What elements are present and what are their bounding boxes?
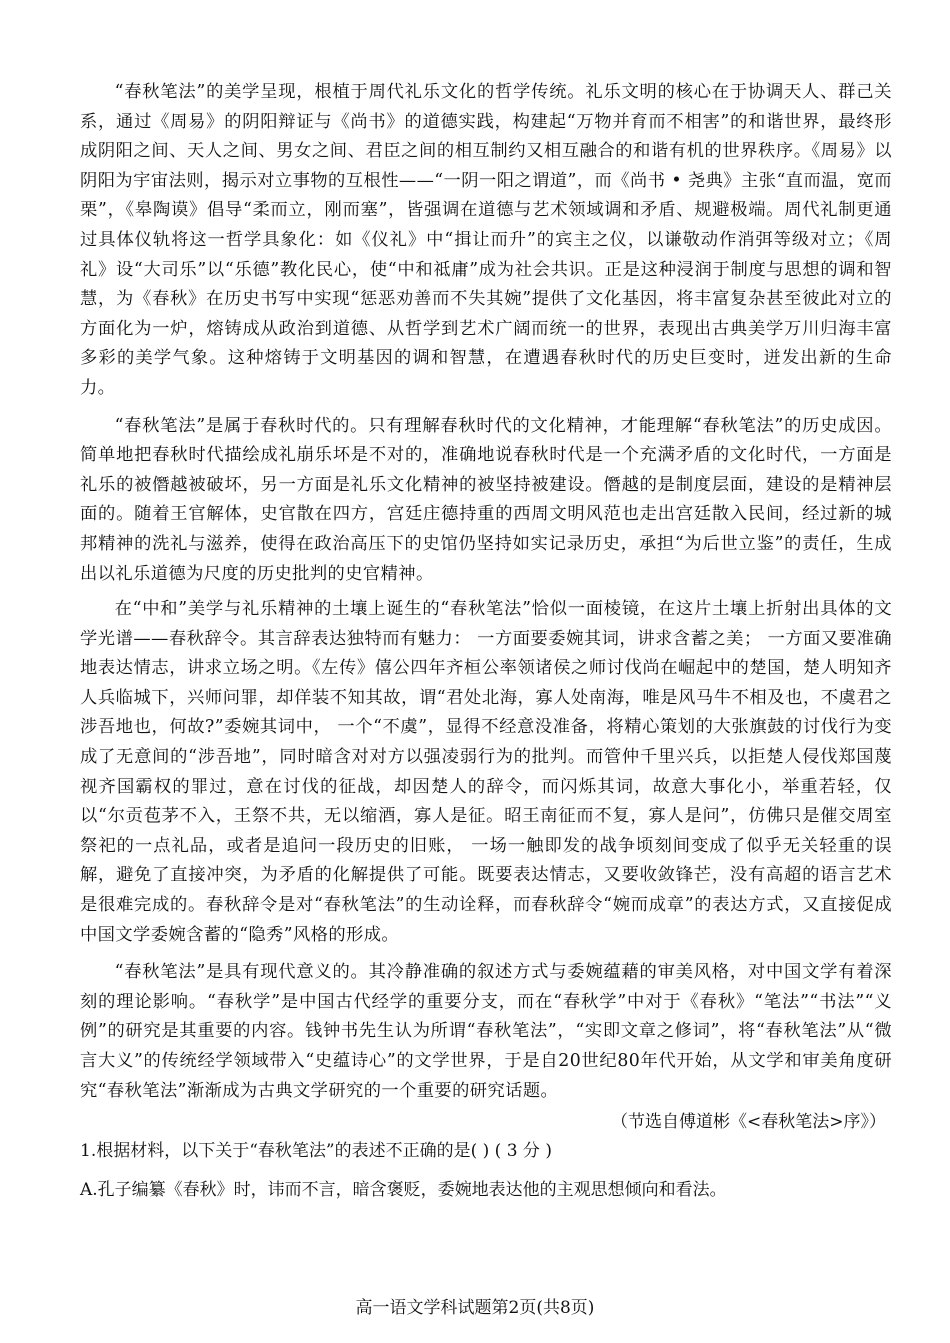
paragraph-3: 在“中和”美学与礼乐精神的土壤上诞生的“春秋笔法”恰似一面棱镜，在这片土壤上折射出具体的文学光谱——春秋辞令。其言辞表达独特而有魅力： 一方面要委婉其词，讲求含蓄之美； 一方面又要准确地表达情志，讲求立场之明。《左传》僖公四年齐桓公率领诸侯之师讨伐尚在崛起中的楚国，楚人明知齐人兵临城下，兴师问罪，却佯装不知其故，谓“君处北海，寡人处南海，唯是风马牛不相及也，不虞君之涉吾地也，何故?”委婉其词中， 一个“不虞”，显得不经意没准备，将精心策划的大张旗鼓的讨伐行为变成了无意间的“涉吾地”，同时暗含对对方以强凌弱行为的批判。而管仲千里兴兵，以拒楚人侵伐郑国蔑视齐国霸权的罪过，意在讨伐的征战，却因楚人的辞令，而闪烁其词，故意大事化小，举重若轻，仅以“尔贡苞茅不入，王祭不共，无以缩酒，寡人是征。昭王南征而不复，寡人是问”，仿佛只是催交周室祭祀的一点礼品，或者是追问一段历史的旧账， 一场一触即发的战争顷刻间变成了似乎无关轻重的误解，避免了直接冲突，为矛盾的化解提供了可能。既要表达情志，又要收敛锋芒，没有高超的语言艺术是很难完成的。春秋辞令是对“春秋笔法”的生动诠释，而春秋辞令“婉而成章”的表达方式，又直接促成中国文学委婉含蓄的“隐秀”风格的形成。 bbox=[80, 599, 892, 945]
page-footer: 高一语文学科试题第2页(共8页) bbox=[355, 1298, 595, 1318]
paragraph-2: “春秋笔法”是属于春秋时代的。只有理解春秋时代的文化精神，才能理解“春秋笔法”的历史成因。简单地把春秋时代描绘成礼崩乐坏是不对的，准确地说春秋时代是一个充满矛盾的文化时代，一方面是礼乐的被僭越被破坏，另一方面是礼乐文化精神的被坚持被建设。僭越的是制度层面，建设的是精神层面的。随着王官解体，史官散在四方，宫廷庄德持重的西周文明风范也走出宫廷散入民间，经过新的城邦精神的洗礼与滋养，使得在政治高压下的史馆仍坚持如实记录历史，承担“为后世立鉴”的责任，生成出以礼乐道德为尺度的历史批判的史官精神。 bbox=[80, 415, 892, 584]
paragraph-4: “春秋笔法”是具有现代意义的。其冷静准确的叙述方式与委婉蕴藉的审美风格，对中国文学有着深刻的理论影响。“春秋学”是中国古代经学的重要分支，而在“春秋学”中对于《春秋》“笔法”“书法”“义例”的研究是其重要的内容。钱钟书先生认为所谓“春秋笔法”，“实即文章之修词”，将“春秋笔法”从“微言大义”的传统经学领域带入“史蕴诗心”的文学世界，于是自20世纪80年代开始，从文学和审美角度研究“春秋笔法”渐渐成为古典文学研究的一个重要的研究话题。 bbox=[80, 962, 892, 1101]
question-1: 1.根据材料，以下关于“春秋笔法”的表述不正确的是( ) ( 3 分 ) bbox=[80, 1141, 552, 1162]
document-body bbox=[80, 78, 892, 1205]
paragraph-1: “春秋笔法”的美学呈现，根植于周代礼乐文化的哲学传统。礼乐文明的核心在于协调天人、群己关系，通过《周易》的阴阳辩证与《尚书》的道德实践，构建起“万物并育而不相害”的和谐世界，最终形成阴阳之间、天人之间、男女之间、君臣之间的相互制约又相互融合的和谐有机的世界秩序。《周易》以阴阳为宇宙法则，揭示对立事物的互根性——“一阴一阳之谓道”，而《尚书 • 尧典》主张“直而温，宽而栗”，《皋陶谟》倡导“柔而立，刚而塞”，皆强调在道德与艺术领域调和矛盾、规避极端。周代礼制更通过具体仪轨将这一哲学具象化：如《仪礼》中“揖让而升”的宾主之仪，以谦敬动作消弭等级对立；《周礼》设“大司乐”以“乐德”教化民心，使“中和祗庸”成为社会共识。正是这种浸润于制度与思想的调和智慧，为《春秋》在历史书写中实现“惩恶劝善而不失其婉”提供了文化基因，将丰富复杂甚至彼此对立的方面化为一炉，熔铸成从政治到道德、从哲学到艺术广阔而统一的世界，表现出古典美学万川归海丰富多彩的美学气象。这种熔铸于文明基因的调和智慧，在遭遇春秋时代的历史巨变时，迸发出新的生命力。 bbox=[80, 82, 892, 398]
option-a: A.孔子编纂《春秋》时，讳而不言，暗含褒贬，委婉地表达他的主观思想倾向和看法。 bbox=[80, 1180, 727, 1201]
source-citation: （节选自傅道彬《<春秋笔法>序》） bbox=[611, 1112, 886, 1133]
